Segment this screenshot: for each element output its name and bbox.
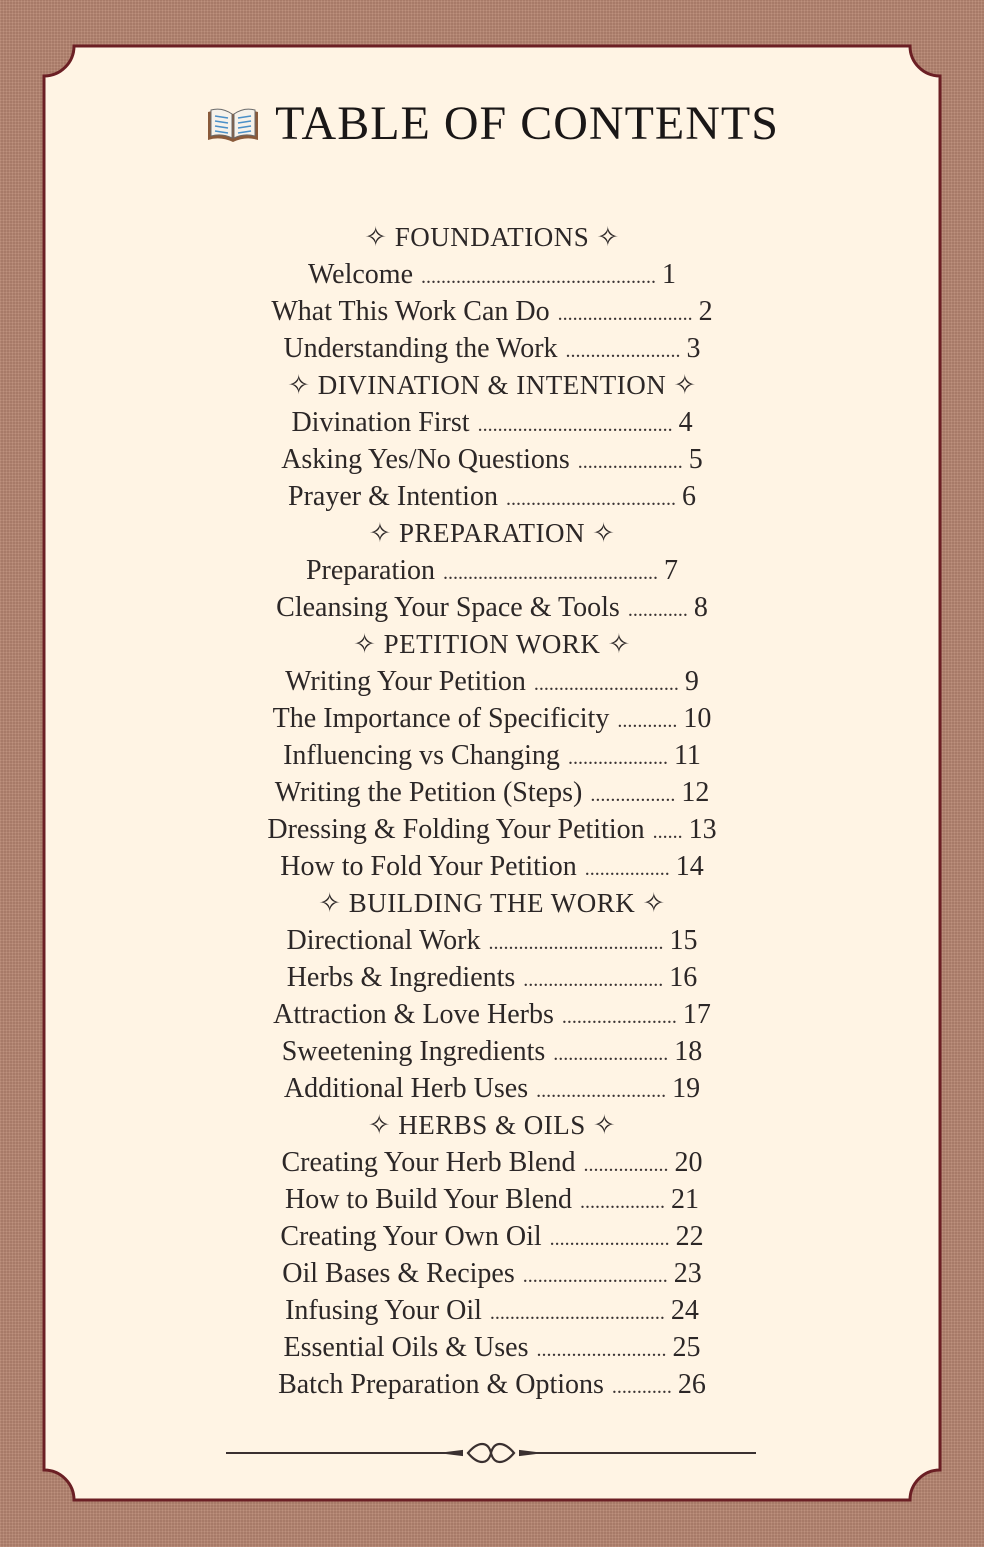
- section-heading: ✧ PREPARATION ✧: [368, 518, 616, 548]
- leader-dots: ..........................: [536, 1339, 667, 1361]
- leader-dots: ...................................: [489, 1302, 665, 1324]
- entry-page: 1: [662, 259, 677, 290]
- entry-title: Sweetening Ingredients: [281, 1036, 546, 1067]
- toc-entry[interactable]: [288, 478, 696, 515]
- leader-dots: ............: [611, 1376, 672, 1398]
- leader-dots: ......: [652, 821, 683, 843]
- entry-page: 4: [678, 407, 693, 438]
- toc-entry[interactable]: [306, 552, 678, 589]
- leader-dots: .....................: [577, 451, 683, 473]
- entry-page: 8: [693, 592, 708, 623]
- entry-title: Creating Your Herb Blend: [281, 1147, 576, 1178]
- leader-dots: .................: [580, 1191, 666, 1213]
- entry-page: 11: [673, 740, 701, 771]
- toc-entry[interactable]: [287, 922, 698, 959]
- leader-dots: .................: [584, 858, 670, 880]
- entry-title: Welcome: [307, 259, 414, 290]
- toc-entry[interactable]: [273, 700, 712, 737]
- toc-entry[interactable]: [284, 1070, 700, 1107]
- toc-entry[interactable]: [283, 330, 700, 367]
- entry-page: 24: [670, 1295, 699, 1326]
- leader-dots: ............: [627, 599, 688, 621]
- toc-entry[interactable]: [282, 1255, 702, 1292]
- section-heading: ✧ BUILDING THE WORK ✧: [318, 888, 666, 918]
- toc-entry[interactable]: [287, 959, 698, 996]
- entry-title: Essential Oils & Uses: [283, 1332, 529, 1363]
- entry-title: Prayer & Intention: [288, 481, 498, 512]
- entry-title: What This Work Can Do: [271, 296, 550, 327]
- entry-title: The Importance of Specificity: [272, 703, 610, 734]
- section-heading: ✧ PETITION WORK ✧: [353, 629, 631, 659]
- entry-page: 15: [669, 925, 698, 956]
- toc-entry[interactable]: [285, 1292, 699, 1329]
- leader-dots: ..........................: [536, 1080, 667, 1102]
- entry-title: Batch Preparation & Options: [278, 1369, 604, 1400]
- entry-title: Infusing Your Oil: [285, 1295, 482, 1326]
- leader-dots: ........................: [549, 1228, 670, 1250]
- entry-title: Oil Bases & Recipes: [282, 1258, 515, 1289]
- toc-entry[interactable]: [276, 589, 708, 626]
- entry-page: 26: [677, 1369, 706, 1400]
- open-book-icon: [205, 102, 261, 146]
- entry-page: 6: [681, 481, 696, 512]
- entry-page: 23: [673, 1258, 702, 1289]
- entry-page: 13: [688, 814, 717, 845]
- entry-page: 20: [674, 1147, 703, 1178]
- leader-dots: .............................: [522, 1265, 668, 1287]
- leader-dots: ...........................................: [443, 562, 659, 584]
- leader-dots: .......................................: [477, 414, 673, 436]
- entry-page: 5: [688, 444, 703, 475]
- entry-page: 21: [671, 1184, 700, 1215]
- leader-dots: .......................: [553, 1043, 669, 1065]
- toc-entry[interactable]: [271, 293, 712, 330]
- entry-page: 17: [682, 999, 711, 1030]
- entry-page: 19: [672, 1073, 701, 1104]
- leader-dots: ............................: [523, 969, 664, 991]
- entry-page: 12: [681, 777, 710, 808]
- toc-entry[interactable]: [281, 441, 703, 478]
- toc-entry[interactable]: [275, 774, 710, 811]
- leader-dots: ....................: [567, 747, 668, 769]
- entry-title: How to Fold Your Petition: [280, 851, 577, 882]
- toc-entry[interactable]: [280, 1218, 703, 1255]
- entry-title: Cleansing Your Space & Tools: [276, 592, 620, 623]
- entry-title: Herbs & Ingredients: [286, 962, 516, 993]
- page-title: TABLE OF CONTENTS: [275, 97, 779, 150]
- leader-dots: ...................................: [488, 932, 664, 954]
- section-heading: ✧ HERBS & OILS ✧: [367, 1110, 617, 1140]
- scroll-flourish-icon: [226, 1436, 756, 1470]
- toc-entry[interactable]: [273, 996, 711, 1033]
- entry-title: Creating Your Own Oil: [280, 1221, 542, 1252]
- leader-dots: .................: [590, 784, 676, 806]
- leader-dots: ............: [617, 710, 678, 732]
- entry-page: 7: [664, 555, 679, 586]
- entry-title: Directional Work: [286, 925, 481, 956]
- toc-entry[interactable]: [285, 663, 699, 700]
- toc-entry[interactable]: [291, 404, 692, 441]
- toc-entry[interactable]: [278, 1366, 706, 1403]
- entry-page: 22: [675, 1221, 704, 1252]
- entry-title: Writing Your Petition: [285, 666, 526, 697]
- entry-page: 16: [669, 962, 698, 993]
- entry-page: 3: [686, 333, 701, 364]
- entry-page: 14: [675, 851, 704, 882]
- toc-entry[interactable]: [282, 1033, 703, 1070]
- entry-page: 10: [683, 703, 712, 734]
- entry-page: 9: [684, 666, 699, 697]
- leader-dots: .......................: [561, 1006, 677, 1028]
- toc-entry[interactable]: [282, 1144, 703, 1181]
- entry-title: Preparation: [305, 555, 436, 586]
- leader-dots: .............................: [533, 673, 679, 695]
- leader-dots: ...............................................: [421, 266, 657, 288]
- toc-entry[interactable]: [308, 256, 676, 293]
- leader-dots: ..................................: [505, 488, 676, 510]
- leader-dots: .................: [583, 1154, 669, 1176]
- entry-title: Influencing vs Changing: [283, 740, 560, 771]
- entry-title: Asking Yes/No Questions: [281, 444, 570, 475]
- toc-entry[interactable]: [280, 848, 703, 885]
- entry-title: Writing the Petition (Steps): [274, 777, 583, 808]
- entry-page: 2: [698, 296, 713, 327]
- toc-entry[interactable]: [284, 1329, 701, 1366]
- table-of-contents: [0, 219, 984, 1403]
- entry-title: Additional Herb Uses: [283, 1073, 529, 1104]
- entry-title: Dressing & Folding Your Petition: [267, 814, 645, 845]
- entry-title: How to Build Your Blend: [284, 1184, 573, 1215]
- entry-page: 25: [672, 1332, 701, 1363]
- section-heading: ✧ DIVINATION & INTENTION ✧: [287, 370, 697, 400]
- entry-title: Divination First: [291, 407, 470, 438]
- leader-dots: .......................: [565, 340, 681, 362]
- leader-dots: ...........................: [557, 303, 693, 325]
- entry-page: 18: [674, 1036, 703, 1067]
- title-row: [0, 94, 984, 154]
- entry-title: Attraction & Love Herbs: [273, 999, 554, 1030]
- entry-title: Understanding the Work: [283, 333, 558, 364]
- toc-entry[interactable]: [267, 811, 716, 848]
- toc-entry[interactable]: [283, 737, 701, 774]
- toc-entry[interactable]: [285, 1181, 699, 1218]
- section-heading: ✧ FOUNDATIONS ✧: [364, 222, 620, 252]
